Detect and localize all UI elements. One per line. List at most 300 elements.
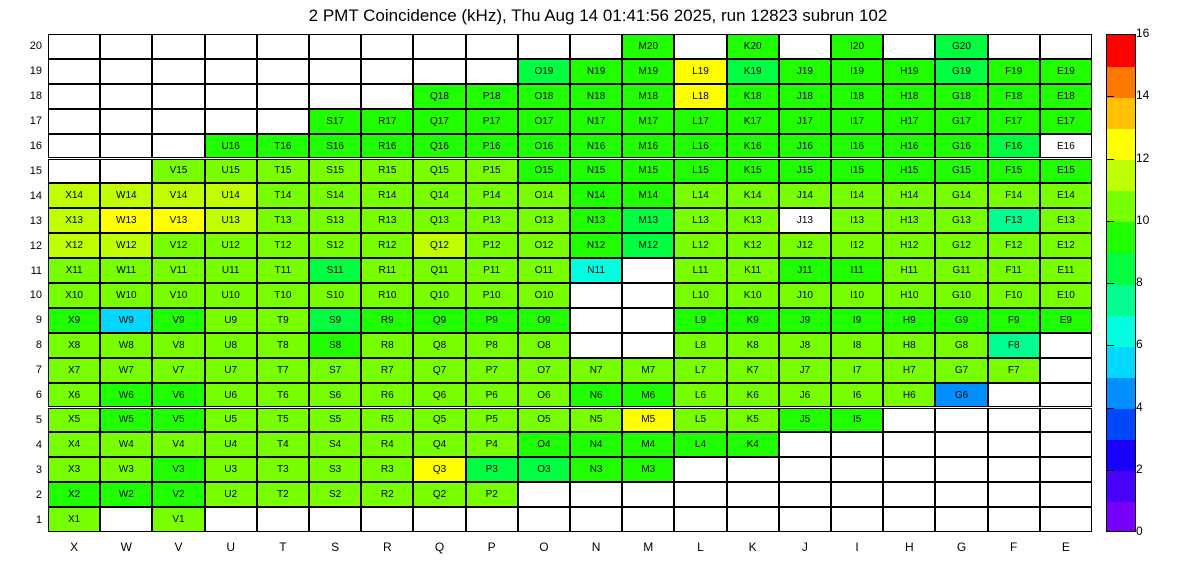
heatmap-cell: I11 xyxy=(831,258,883,283)
heatmap-cell-empty xyxy=(466,507,518,532)
heatmap-cell-empty xyxy=(152,59,204,84)
heatmap-cell: O5 xyxy=(518,408,570,433)
heatmap-cell-empty xyxy=(361,507,413,532)
heatmap-cell: O15 xyxy=(518,159,570,184)
heatmap-cell: G13 xyxy=(935,208,987,233)
heatmap-cell: F14 xyxy=(988,183,1040,208)
heatmap-cell: X3 xyxy=(48,457,100,482)
heatmap-cell: J13 xyxy=(779,208,831,233)
heatmap-cell-empty xyxy=(309,507,361,532)
heatmap-cell: V12 xyxy=(152,233,204,258)
heatmap-cell: N11 xyxy=(570,258,622,283)
heatmap-cell-empty xyxy=(48,59,100,84)
heatmap-cell-empty xyxy=(1040,34,1092,59)
heatmap-cell-empty xyxy=(570,333,622,358)
heatmap-cell: G9 xyxy=(935,308,987,333)
heatmap-cell: G14 xyxy=(935,183,987,208)
heatmap-cell-empty xyxy=(988,34,1040,59)
heatmap-cell: Q10 xyxy=(413,283,465,308)
y-axis-tick-label: 8 xyxy=(35,339,42,352)
heatmap-cell: E15 xyxy=(1040,159,1092,184)
heatmap-cell-empty xyxy=(1040,383,1092,408)
heatmap-cell: I16 xyxy=(831,134,883,159)
heatmap-cell-empty xyxy=(100,159,152,184)
heatmap-cell: P7 xyxy=(466,358,518,383)
heatmap-cell: Q9 xyxy=(413,308,465,333)
heatmap-cell-empty xyxy=(831,432,883,457)
heatmap-cell: H13 xyxy=(883,208,935,233)
heatmap-cell-empty xyxy=(935,507,987,532)
colorbar-tickmark xyxy=(1106,408,1114,409)
x-axis-tick-label: K xyxy=(748,540,757,554)
heatmap-cell-empty xyxy=(205,507,257,532)
heatmap-cell-empty xyxy=(48,34,100,59)
heatmap-cell: J14 xyxy=(779,183,831,208)
heatmap-cell: F19 xyxy=(988,59,1040,84)
x-axis-tick-label: T xyxy=(279,540,287,554)
heatmap-cell: N15 xyxy=(570,159,622,184)
heatmap-cell: R4 xyxy=(361,432,413,457)
heatmap-cell-empty xyxy=(518,34,570,59)
heatmap-cell: U4 xyxy=(205,432,257,457)
heatmap-cell: F13 xyxy=(988,208,1040,233)
heatmap-cell: X11 xyxy=(48,258,100,283)
heatmap-cell: L18 xyxy=(674,84,726,109)
heatmap-cell: X8 xyxy=(48,333,100,358)
y-axis-tick-label: 15 xyxy=(29,164,42,177)
heatmap-cell: E12 xyxy=(1040,233,1092,258)
heatmap-cell: R11 xyxy=(361,258,413,283)
heatmap-cell: F15 xyxy=(988,159,1040,184)
heatmap-cell: G19 xyxy=(935,59,987,84)
heatmap-cell-empty xyxy=(935,408,987,433)
heatmap-cell: T14 xyxy=(257,183,309,208)
heatmap-cell: O7 xyxy=(518,358,570,383)
heatmap-cell: Q16 xyxy=(413,134,465,159)
heatmap-cell: R16 xyxy=(361,134,413,159)
y-axis-tick-label: 16 xyxy=(29,140,42,153)
heatmap-cell: L15 xyxy=(674,159,726,184)
heatmap-cell: V8 xyxy=(152,333,204,358)
heatmap-cell: Q12 xyxy=(413,233,465,258)
heatmap-cell: V2 xyxy=(152,482,204,507)
heatmap-cell: O8 xyxy=(518,333,570,358)
heatmap-cell: U10 xyxy=(205,283,257,308)
heatmap-cell: O14 xyxy=(518,183,570,208)
heatmap-cell: G17 xyxy=(935,109,987,134)
heatmap-cell: P16 xyxy=(466,134,518,159)
colorbar-tickmark xyxy=(1106,470,1114,471)
heatmap-cell-empty xyxy=(1040,482,1092,507)
heatmap-cell-empty xyxy=(48,134,100,159)
heatmap-cell: L11 xyxy=(674,258,726,283)
heatmap-cell: I9 xyxy=(831,308,883,333)
colorbar-segment xyxy=(1107,409,1135,441)
heatmap-cell-empty xyxy=(674,457,726,482)
heatmap-cell: P5 xyxy=(466,408,518,433)
colorbar-tick-label: 10 xyxy=(1136,212,1150,227)
heatmap-cell: X5 xyxy=(48,408,100,433)
heatmap-cell: G11 xyxy=(935,258,987,283)
heatmap-cell: L9 xyxy=(674,308,726,333)
heatmap-cell: S11 xyxy=(309,258,361,283)
heatmap-cell-empty xyxy=(622,482,674,507)
heatmap-cell: O16 xyxy=(518,134,570,159)
heatmap-cell: I7 xyxy=(831,358,883,383)
heatmap-cell: P2 xyxy=(466,482,518,507)
heatmap-cell: T11 xyxy=(257,258,309,283)
heatmap-cell: O3 xyxy=(518,457,570,482)
heatmap-cell-empty xyxy=(361,34,413,59)
x-axis-tick-label: I xyxy=(855,540,859,554)
heatmap-cell: W4 xyxy=(100,432,152,457)
heatmap-cell: H16 xyxy=(883,134,935,159)
heatmap-cell: E16 xyxy=(1040,134,1092,159)
heatmap-cell: Q17 xyxy=(413,109,465,134)
y-axis-tick-label: 12 xyxy=(29,239,42,252)
heatmap-cell: R8 xyxy=(361,333,413,358)
heatmap-cell: U9 xyxy=(205,308,257,333)
heatmap-cell: N12 xyxy=(570,233,622,258)
heatmap-cell: Q15 xyxy=(413,159,465,184)
heatmap-cell: L6 xyxy=(674,383,726,408)
heatmap-cell: M19 xyxy=(622,59,674,84)
heatmap-cell: S5 xyxy=(309,408,361,433)
heatmap-cell: R9 xyxy=(361,308,413,333)
heatmap-cell: L7 xyxy=(674,358,726,383)
heatmap-cell: J16 xyxy=(779,134,831,159)
heatmap-cell: M14 xyxy=(622,183,674,208)
y-axis-tick-label: 13 xyxy=(29,214,42,227)
heatmap-cell-empty xyxy=(257,109,309,134)
heatmap-cell: T2 xyxy=(257,482,309,507)
heatmap-cell: U14 xyxy=(205,183,257,208)
heatmap-cell-empty xyxy=(152,134,204,159)
heatmap-cell: J10 xyxy=(779,283,831,308)
heatmap-cell-empty xyxy=(831,482,883,507)
heatmap-cell: W11 xyxy=(100,258,152,283)
heatmap-cell: G16 xyxy=(935,134,987,159)
heatmap-cell-empty xyxy=(883,507,935,532)
x-axis-tick-label: E xyxy=(1061,540,1070,554)
y-axis-tick-label: 9 xyxy=(35,314,42,327)
heatmap-cell: X1 xyxy=(48,507,100,532)
colorbar-segment xyxy=(1107,66,1135,98)
heatmap-cell: J8 xyxy=(779,333,831,358)
heatmap-cell: P3 xyxy=(466,457,518,482)
heatmap-cell: P14 xyxy=(466,183,518,208)
heatmap-cell: Q13 xyxy=(413,208,465,233)
heatmap-cell-empty xyxy=(883,482,935,507)
heatmap-cell: M16 xyxy=(622,134,674,159)
colorbar-tickmark xyxy=(1106,221,1114,222)
heatmap-cell: Q8 xyxy=(413,333,465,358)
heatmap-cell: I10 xyxy=(831,283,883,308)
heatmap-cell: P10 xyxy=(466,283,518,308)
heatmap-cell: V4 xyxy=(152,432,204,457)
heatmap-cell-empty xyxy=(779,457,831,482)
y-axis-tick-label: 10 xyxy=(29,289,42,302)
heatmap-cell-empty xyxy=(935,457,987,482)
heatmap-cell-empty xyxy=(48,84,100,109)
heatmap-cell: F18 xyxy=(988,84,1040,109)
heatmap-cell: S2 xyxy=(309,482,361,507)
x-axis-tick-label: H xyxy=(904,540,914,554)
heatmap-cell: T12 xyxy=(257,233,309,258)
heatmap-cell: U11 xyxy=(205,258,257,283)
colorbar-segment xyxy=(1107,346,1135,378)
heatmap-cell: O4 xyxy=(518,432,570,457)
y-axis-tick-label: 1 xyxy=(35,513,42,526)
heatmap-cell: G8 xyxy=(935,333,987,358)
heatmap-cell: J11 xyxy=(779,258,831,283)
heatmap-cell: K12 xyxy=(727,233,779,258)
heatmap-cell-empty xyxy=(1040,457,1092,482)
heatmap-cell-empty xyxy=(205,109,257,134)
heatmap-cell: E19 xyxy=(1040,59,1092,84)
heatmap-cell-empty xyxy=(622,333,674,358)
y-axis-tick-label: 4 xyxy=(35,438,42,451)
heatmap-cell-empty xyxy=(1040,432,1092,457)
heatmap-cell: J19 xyxy=(779,59,831,84)
heatmap-cell: K20 xyxy=(727,34,779,59)
heatmap-cell-empty xyxy=(727,482,779,507)
heatmap-cell: J17 xyxy=(779,109,831,134)
heatmap-cell-empty xyxy=(988,432,1040,457)
plot-area xyxy=(48,34,1092,532)
heatmap-cell: W14 xyxy=(100,183,152,208)
heatmap-cell: W8 xyxy=(100,333,152,358)
heatmap-cell: L17 xyxy=(674,109,726,134)
heatmap-cell: L4 xyxy=(674,432,726,457)
heatmap-cell: F7 xyxy=(988,358,1040,383)
heatmap-cell: M15 xyxy=(622,159,674,184)
heatmap-cell: L14 xyxy=(674,183,726,208)
heatmap-cell: O19 xyxy=(518,59,570,84)
heatmap-cell: X4 xyxy=(48,432,100,457)
heatmap-cell-empty xyxy=(205,34,257,59)
heatmap-cell: L19 xyxy=(674,59,726,84)
heatmap-cell: P13 xyxy=(466,208,518,233)
heatmap-cell: H9 xyxy=(883,308,935,333)
x-axis-tick-label: G xyxy=(956,540,967,554)
heatmap-cell: H14 xyxy=(883,183,935,208)
heatmap-cell: R3 xyxy=(361,457,413,482)
heatmap-cell-empty xyxy=(831,457,883,482)
heatmap-cell: X10 xyxy=(48,283,100,308)
x-axis-tick-label: O xyxy=(539,540,549,554)
heatmap-cell: N18 xyxy=(570,84,622,109)
heatmap-cell-empty xyxy=(779,482,831,507)
heatmap-cell-empty xyxy=(622,258,674,283)
heatmap-cell-empty xyxy=(152,109,204,134)
heatmap-cell: I17 xyxy=(831,109,883,134)
heatmap-cell-empty xyxy=(48,159,100,184)
heatmap-cell: X7 xyxy=(48,358,100,383)
heatmap-cell-empty xyxy=(309,34,361,59)
heatmap-cell: V10 xyxy=(152,283,204,308)
heatmap-cell: K7 xyxy=(727,358,779,383)
heatmap-cell: V15 xyxy=(152,159,204,184)
x-axis-tick-label: F xyxy=(1010,540,1018,554)
heatmap-cell: J18 xyxy=(779,84,831,109)
x-axis-tick-label: X xyxy=(70,540,79,554)
heatmap-cell: V6 xyxy=(152,383,204,408)
x-axis-tick-label: Q xyxy=(434,540,445,554)
heatmap-cell: U5 xyxy=(205,408,257,433)
heatmap-cell: H12 xyxy=(883,233,935,258)
heatmap-cell-empty xyxy=(570,482,622,507)
heatmap-cell: S13 xyxy=(309,208,361,233)
heatmap-cell: V14 xyxy=(152,183,204,208)
heatmap-cell-empty xyxy=(883,457,935,482)
colorbar-tickmark xyxy=(1106,345,1114,346)
heatmap-cell-empty xyxy=(309,59,361,84)
heatmap-cell: W12 xyxy=(100,233,152,258)
heatmap-cell-empty xyxy=(1040,358,1092,383)
y-axis-tick-label: 18 xyxy=(29,90,42,103)
heatmap-cell: Q3 xyxy=(413,457,465,482)
heatmap-cell: R13 xyxy=(361,208,413,233)
heatmap-cell: K6 xyxy=(727,383,779,408)
heatmap-cell-empty xyxy=(988,507,1040,532)
heatmap-cell: J5 xyxy=(779,408,831,433)
heatmap-cell: X6 xyxy=(48,383,100,408)
heatmap-cell: G20 xyxy=(935,34,987,59)
heatmap-cell: U2 xyxy=(205,482,257,507)
y-axis-tick-label: 7 xyxy=(35,364,42,377)
heatmap-cell: F11 xyxy=(988,258,1040,283)
heatmap-cell: N14 xyxy=(570,183,622,208)
heatmap-cell: V7 xyxy=(152,358,204,383)
y-axis-tick-label: 3 xyxy=(35,463,42,476)
heatmap-cell-empty xyxy=(257,507,309,532)
heatmap-cell: M12 xyxy=(622,233,674,258)
heatmap-cell: X2 xyxy=(48,482,100,507)
heatmap-cell-empty xyxy=(988,383,1040,408)
heatmap-cell: T4 xyxy=(257,432,309,457)
heatmap-cell-empty xyxy=(100,84,152,109)
heatmap-cell: P15 xyxy=(466,159,518,184)
heatmap-cell: L10 xyxy=(674,283,726,308)
x-axis-tick-label: R xyxy=(382,540,392,554)
heatmap-cell-empty xyxy=(570,507,622,532)
heatmap-cell: U16 xyxy=(205,134,257,159)
heatmap-cell: N4 xyxy=(570,432,622,457)
heatmap-cell: Q11 xyxy=(413,258,465,283)
heatmap-cell: H18 xyxy=(883,84,935,109)
heatmap-cell: S12 xyxy=(309,233,361,258)
heatmap-cell-empty xyxy=(309,84,361,109)
heatmap-cell: M17 xyxy=(622,109,674,134)
colorbar-segment xyxy=(1107,222,1135,254)
heatmap-cell-empty xyxy=(831,507,883,532)
heatmap-cell: Q7 xyxy=(413,358,465,383)
heatmap-cell-empty xyxy=(413,59,465,84)
heatmap-cell: K14 xyxy=(727,183,779,208)
heatmap-cell: R15 xyxy=(361,159,413,184)
y-axis-tick-label: 6 xyxy=(35,389,42,402)
heatmap-cell: J7 xyxy=(779,358,831,383)
colorbar-segment xyxy=(1107,253,1135,285)
heatmap-cell: L8 xyxy=(674,333,726,358)
heatmap-cell: V13 xyxy=(152,208,204,233)
heatmap-cell: W5 xyxy=(100,408,152,433)
heatmap-cell-empty xyxy=(935,482,987,507)
heatmap-cell: T8 xyxy=(257,333,309,358)
heatmap-cell: U8 xyxy=(205,333,257,358)
colorbar-tick-label: 16 xyxy=(1136,26,1150,40)
heatmap-cell: S6 xyxy=(309,383,361,408)
heatmap-cell: F9 xyxy=(988,308,1040,333)
heatmap-cell: M4 xyxy=(622,432,674,457)
heatmap-cell: H19 xyxy=(883,59,935,84)
heatmap-cell-empty xyxy=(935,432,987,457)
heatmap-cell: I19 xyxy=(831,59,883,84)
heatmap-cell: K9 xyxy=(727,308,779,333)
heatmap-cell: R2 xyxy=(361,482,413,507)
heatmap-cell: K5 xyxy=(727,408,779,433)
heatmap-cell-empty xyxy=(205,84,257,109)
heatmap-cell: V11 xyxy=(152,258,204,283)
heatmap-cell-empty xyxy=(988,408,1040,433)
heatmap-cell: H11 xyxy=(883,258,935,283)
heatmap-cell-empty xyxy=(413,34,465,59)
heatmap-cell: I6 xyxy=(831,383,883,408)
x-axis-tick-label: V xyxy=(174,540,183,554)
heatmap-cell: W10 xyxy=(100,283,152,308)
y-axis-tick-label: 11 xyxy=(30,264,42,277)
heatmap-cell: N17 xyxy=(570,109,622,134)
heatmap-cell: I20 xyxy=(831,34,883,59)
heatmap-cell: M6 xyxy=(622,383,674,408)
x-axis-tick-label: S xyxy=(331,540,340,554)
heatmap-cell: S15 xyxy=(309,159,361,184)
heatmap-cell: G7 xyxy=(935,358,987,383)
heatmap-cell: M13 xyxy=(622,208,674,233)
heatmap-cell: U13 xyxy=(205,208,257,233)
heatmap-cell: R5 xyxy=(361,408,413,433)
heatmap-cell: P17 xyxy=(466,109,518,134)
heatmap-cell: H8 xyxy=(883,333,935,358)
colorbar-tickmark xyxy=(1106,159,1114,160)
heatmap-cell: S4 xyxy=(309,432,361,457)
heatmap-cell: V5 xyxy=(152,408,204,433)
heatmap-cell-empty xyxy=(622,283,674,308)
x-axis-tick-label: M xyxy=(643,540,654,554)
heatmap-cell: O12 xyxy=(518,233,570,258)
colorbar-segment xyxy=(1107,284,1135,316)
heatmap-cell: U15 xyxy=(205,159,257,184)
heatmap-cell: O9 xyxy=(518,308,570,333)
heatmap-cell-empty xyxy=(152,34,204,59)
heatmap-cell: E13 xyxy=(1040,208,1092,233)
heatmap-cell: M18 xyxy=(622,84,674,109)
heatmap-cell: S16 xyxy=(309,134,361,159)
heatmap-cell: P4 xyxy=(466,432,518,457)
heatmap-cell: X9 xyxy=(48,308,100,333)
heatmap-cell-empty xyxy=(48,109,100,134)
heatmap-cell-empty xyxy=(727,507,779,532)
y-axis-tick-label: 5 xyxy=(35,413,42,426)
heatmap-cell: T10 xyxy=(257,283,309,308)
heatmap-cell: N16 xyxy=(570,134,622,159)
colorbar-tick-label: 8 xyxy=(1136,275,1143,289)
colorbar-segment xyxy=(1107,440,1135,472)
heatmap-cell-empty xyxy=(1040,408,1092,433)
heatmap-cell: R14 xyxy=(361,183,413,208)
heatmap-cell: E17 xyxy=(1040,109,1092,134)
